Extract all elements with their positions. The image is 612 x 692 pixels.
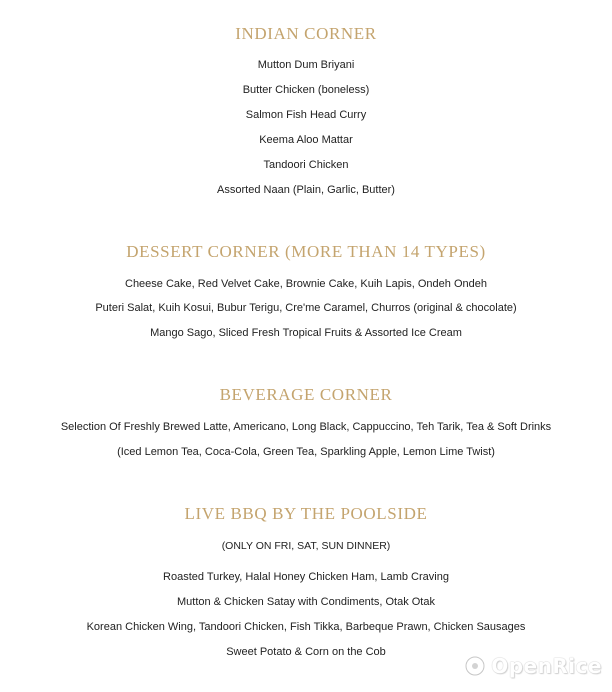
menu-item: Sweet Potato & Corn on the Cob	[226, 646, 386, 658]
menu-item: Mango Sago, Sliced Fresh Tropical Fruits & Assorted Ice Cream	[150, 327, 462, 339]
menu-item: Korean Chicken Wing, Tandoori Chicken, Fish Tikka, Barbeque Prawn, Chicken Sausages	[86, 621, 526, 633]
openrice-watermark	[463, 654, 602, 678]
menu-item: Puteri Salat, Kuih Kosui, Bubur Terigu, Cre'me Caramel, Churros (original & chocolate)	[95, 302, 517, 314]
menu-item: Salmon Fish Head Curry	[245, 109, 367, 121]
section-heading-dessert: DESSERT CORNER (MORE THAN 14 TYPES)	[126, 242, 486, 261]
menu-item: Selection Of Freshly Brewed Latte, Americano, Long Black, Cappuccino, Teh Tarik, Tea & Soft Drinks	[60, 421, 552, 433]
menu-item: Tandoori Chicken	[263, 159, 349, 171]
menu-item: Keema Aloo Mattar	[259, 134, 353, 146]
menu-item: Roasted Turkey, Halal Honey Chicken Ham, Lamb Craving	[163, 571, 449, 583]
menu-item: (Iced Lemon Tea, Coca-Cola, Green Tea, Sparkling Apple, Lemon Lime Twist)	[117, 446, 495, 458]
section-heading-indian: INDIAN CORNER	[235, 24, 377, 43]
menu-item: Assorted Naan (Plain, Garlic, Butter)	[217, 184, 395, 196]
menu-item: Cheese Cake, Red Velvet Cake, Brownie Cake, Kuih Lapis, Ondeh Ondeh	[125, 278, 487, 290]
availability-note: (ONLY ON FRI, SAT, SUN DINNER)	[221, 540, 391, 552]
openrice-logo-icon	[463, 654, 487, 678]
menu-item: Mutton & Chicken Satay with Condiments, Otak Otak	[176, 596, 435, 608]
menu-item: Butter Chicken (boneless)	[242, 84, 370, 96]
watermark-text: OpenRice	[491, 654, 602, 678]
section-heading-beverage: BEVERAGE CORNER	[219, 385, 393, 404]
menu-item: Mutton Dum Briyani	[257, 59, 355, 71]
section-heading-bbq: LIVE BBQ BY THE POOLSIDE	[184, 504, 428, 523]
